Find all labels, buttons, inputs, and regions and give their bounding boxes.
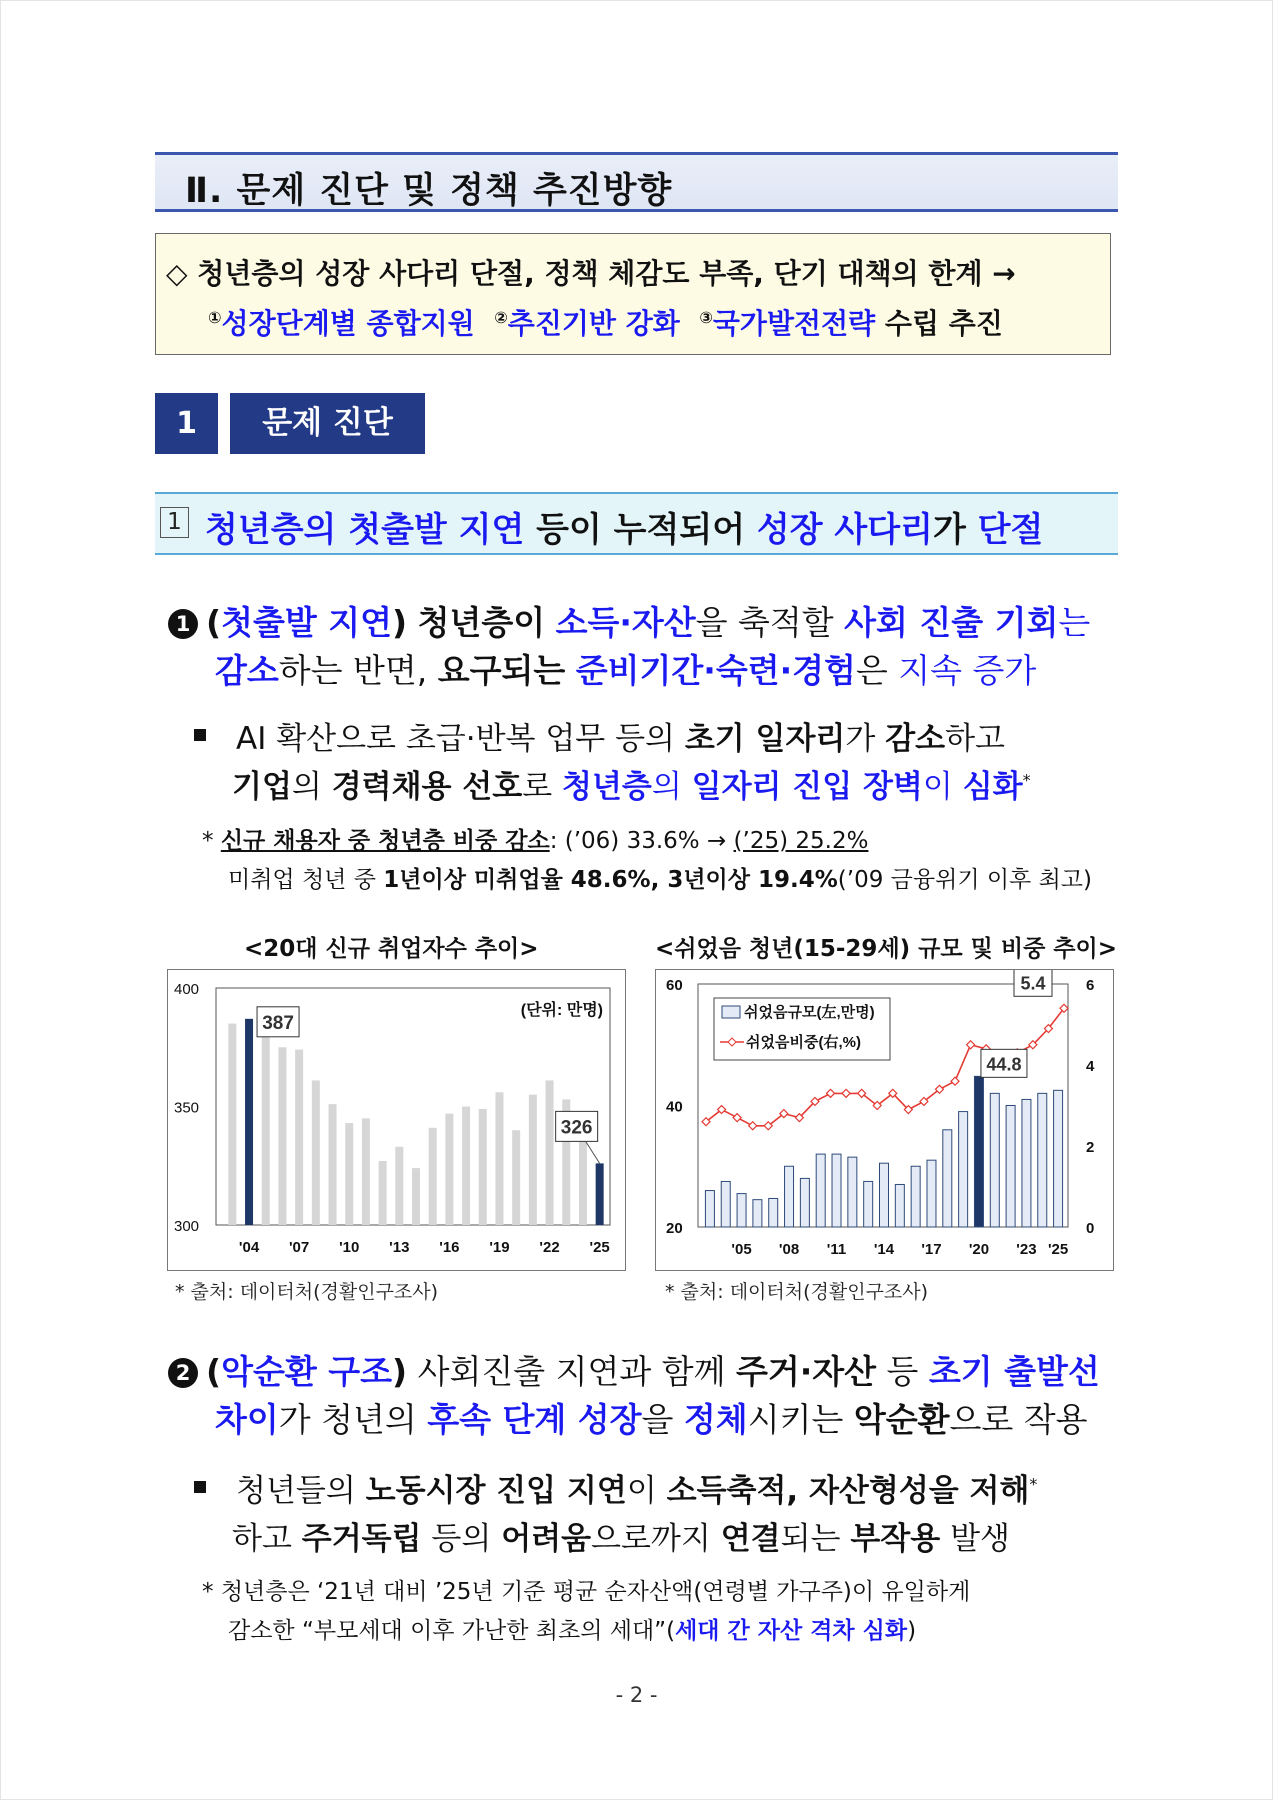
chart-2-legend-line-label: 쉬었음비중(右,%) xyxy=(746,1034,861,1051)
chart-2-svg xyxy=(656,970,1113,1270)
chart-2-bar xyxy=(864,1181,873,1227)
chart-2-title: <쉬었음 청년(15-29세) 규모 및 비중 추이> xyxy=(655,936,1117,962)
summary-box xyxy=(155,233,1111,355)
chart-2-ytick-left-label: 20 xyxy=(666,1220,683,1237)
section-header xyxy=(155,152,1118,212)
chart-2-line-point xyxy=(827,1089,835,1097)
chart-1-bar xyxy=(412,1168,420,1225)
chart-1-svg xyxy=(168,970,625,1270)
chart-1-bar xyxy=(512,1130,520,1225)
chart-1-bar xyxy=(245,1019,253,1225)
chart-2-xtick-label: '17 xyxy=(921,1241,942,1258)
point-2-bullet: 2 xyxy=(168,1358,198,1388)
point-2-line-1: 2 (악순환 구조) 사회진출 지연과 함께 주거·자산 등 초기 출발선 xyxy=(168,1346,1100,1393)
chart-2-xtick-label: '08 xyxy=(778,1241,800,1258)
section-number-tab: 1 xyxy=(155,393,218,454)
chart-1-bar xyxy=(278,1047,286,1225)
note-1-line-2: 미취업 청년 중 1년이상 미취업율 48.6%, 3년이상 19.4%(’09 금융위기 이후 최고) xyxy=(228,867,1092,893)
chart-1-xtick-label: '22 xyxy=(539,1239,560,1256)
summary-line-2: ①성장단계별 종합지원 ②추진기반 강화 ③국가발전전략 수립 추진 xyxy=(208,307,1003,340)
chart-2-bar xyxy=(1054,1090,1063,1227)
chart-2-bar xyxy=(974,1076,983,1227)
subheading-number: 1 xyxy=(160,507,189,538)
chart-1-bar xyxy=(579,1135,587,1225)
chart-1-bar xyxy=(345,1123,353,1225)
chart-1-bar xyxy=(546,1080,554,1225)
chart-2-callout-label: 5.4 xyxy=(1020,973,1046,994)
chart-2-bar xyxy=(927,1160,936,1227)
point-1-line-2: 감소하는 반면, 요구되는 준비기간·숙련·경험은 지속 증가 xyxy=(215,651,1037,690)
chart-2-bar xyxy=(769,1198,778,1227)
chart-1-bar xyxy=(312,1080,320,1225)
sub-1-line-2: 기업의 경력채용 선호로 청년층의 일자리 진입 장벽이 심화* xyxy=(232,769,1031,805)
chart-1-bar xyxy=(329,1104,337,1225)
sub-2-line-2: 하고 주거독립 등의 어려움으로까지 연결되는 부작용 발생 xyxy=(232,1521,1010,1557)
chart-2-ytick-left-label: 60 xyxy=(666,977,683,994)
chart-1-bar xyxy=(262,1033,270,1225)
chart-2-bar xyxy=(959,1112,968,1227)
chart-2-xtick-label: '25 xyxy=(1047,1241,1069,1258)
chart-2-line-point xyxy=(733,1114,741,1122)
chart-2-ytick-right-label: 6 xyxy=(1086,977,1095,994)
chart-1-bar xyxy=(228,1024,236,1225)
chart-2-bar xyxy=(705,1191,714,1227)
chart-2-bar xyxy=(721,1181,730,1227)
chart-2-xtick-label: '05 xyxy=(731,1241,752,1258)
square-bullet-icon xyxy=(194,729,206,741)
chart-2-ytick-right-label: 2 xyxy=(1086,1139,1095,1156)
chart-1-xtick-label: '19 xyxy=(489,1239,510,1256)
chart-2-bar xyxy=(911,1166,920,1227)
chart-2-bar xyxy=(990,1093,999,1227)
chart-2-bar xyxy=(1038,1093,1047,1227)
chart-2-ytick-right-label: 0 xyxy=(1086,1220,1095,1237)
section-title-tab: 문제 진단 xyxy=(230,393,425,454)
chart-2-bar xyxy=(832,1154,841,1227)
chart-1-bar xyxy=(379,1161,387,1225)
chart-2-bar xyxy=(1022,1099,1031,1227)
chart-2-bar xyxy=(816,1154,825,1227)
chart-1-bar xyxy=(295,1050,303,1225)
chart-1-source: * 출처: 데이터처(경활인구조사) xyxy=(175,1281,439,1303)
chart-2-ytick-right-label: 4 xyxy=(1086,1058,1095,1075)
chart-2-bar xyxy=(1006,1106,1015,1228)
sub-1-line-1: AI 확산으로 초급·반복 업무 등의 초기 일자리가 감소하고 xyxy=(194,713,1005,758)
chart-2-line-point xyxy=(951,1077,959,1085)
chart-1-bar xyxy=(495,1092,503,1225)
chart-2-xtick-label: '11 xyxy=(826,1241,847,1258)
page-number: - 2 - xyxy=(615,1683,658,1707)
chart-1-title: <20대 신규 취업자수 추이> xyxy=(244,936,539,962)
chart-1-ytick-label: 300 xyxy=(174,1218,200,1235)
note-2-line-1: * 청년층은 ‘21년 대비 ’25년 기준 평균 순자산액(연령별 가구주)이 유일하게 xyxy=(202,1579,971,1605)
chart-1-callout-leader xyxy=(586,1141,600,1163)
chart-2-bar xyxy=(848,1157,857,1227)
note-2-line-2: 감소한 “부모세대 이후 가난한 최초의 세대”(세대 간 자산 격차 심화) xyxy=(228,1618,917,1644)
chart-1-ytick-label: 350 xyxy=(174,1099,200,1117)
summary-line-1: ◇ 청년층의 성장 사다리 단절, 정책 체감도 부족, 단기 대책의 한계 → xyxy=(166,257,1016,290)
chart-1-xtick-label: '10 xyxy=(339,1239,360,1256)
subheading-text: 청년층의 첫출발 지연 등이 누적되어 성장 사다리가 단절 xyxy=(205,510,1044,550)
chart-2-bar xyxy=(785,1166,794,1227)
chart-1-bar xyxy=(529,1095,537,1225)
chart-1-bar xyxy=(596,1163,604,1225)
note-1-line-1: * 신규 채용자 중 청년층 비중 감소: (’06) 33.6% → (’25) 25.2% xyxy=(202,828,869,854)
chart-1-frame xyxy=(167,969,626,1271)
chart-1-xtick-label: '16 xyxy=(439,1239,460,1256)
chart-1-xtick-label: '04 xyxy=(238,1239,260,1256)
chart-1-xtick-label: '07 xyxy=(288,1239,310,1256)
chart-2-legend-bar-label: 쉬었음규모(左,만명) xyxy=(744,1004,875,1021)
chart-2-legend-bar-swatch xyxy=(722,1006,740,1018)
chart-1-bar xyxy=(479,1109,487,1225)
chart-2-bar xyxy=(800,1178,809,1227)
chart-1-bar xyxy=(395,1147,403,1225)
chart-1-callout-label: 387 xyxy=(262,1012,294,1034)
chart-1-callout-label: 326 xyxy=(560,1117,593,1139)
chart-2-line-point xyxy=(842,1089,850,1097)
chart-1-ytick-label: 400 xyxy=(174,981,200,998)
chart-2-xtick-label: '20 xyxy=(968,1241,990,1258)
chart-2-line-point xyxy=(749,1122,757,1130)
chart-2-bar xyxy=(880,1163,889,1227)
sub-2-line-1: 청년들의 노동시장 진입 지연이 소득축적, 자산형성을 저해* xyxy=(194,1465,1037,1510)
chart-2-xtick-label: '14 xyxy=(873,1241,895,1258)
chart-1-bar xyxy=(462,1107,470,1226)
chart-2-bar xyxy=(895,1184,904,1227)
chart-1-xtick-label: '13 xyxy=(389,1239,410,1256)
chart-2-callout-label: 44.8 xyxy=(986,1054,1022,1075)
chart-2-frame xyxy=(655,969,1114,1271)
chart-1-bar xyxy=(445,1114,453,1225)
chart-2-line-point xyxy=(967,1041,975,1049)
subheading xyxy=(155,492,1118,555)
chart-2-xtick-label: '23 xyxy=(1016,1241,1037,1258)
point-2-line-2: 차이가 청년의 후속 단계 성장을 정체시키는 악순환으로 작용 xyxy=(215,1400,1088,1439)
chart-1-xtick-label: '25 xyxy=(589,1239,610,1256)
chart-1-bar xyxy=(429,1128,437,1225)
chart-2-bar xyxy=(737,1194,746,1227)
chart-1-bar xyxy=(362,1118,370,1225)
section-title: Ⅱ. 문제 진단 및 정책 추진방향 xyxy=(185,171,673,211)
chart-2-bar xyxy=(753,1200,762,1227)
chart-2-source: * 출처: 데이터처(경활인구조사) xyxy=(665,1281,929,1303)
chart-1-unit-label: (단위: 만명) xyxy=(520,1002,603,1019)
chart-2-bar xyxy=(943,1130,952,1227)
square-bullet-icon xyxy=(194,1481,206,1493)
point-1-bullet: 1 xyxy=(168,609,198,639)
chart-2-ytick-left-label: 40 xyxy=(666,1098,683,1116)
point-1-line-1: 1 (첫출발 지연) 청년층이 소득·자산을 축적할 사회 진출 기회는 xyxy=(168,597,1090,644)
